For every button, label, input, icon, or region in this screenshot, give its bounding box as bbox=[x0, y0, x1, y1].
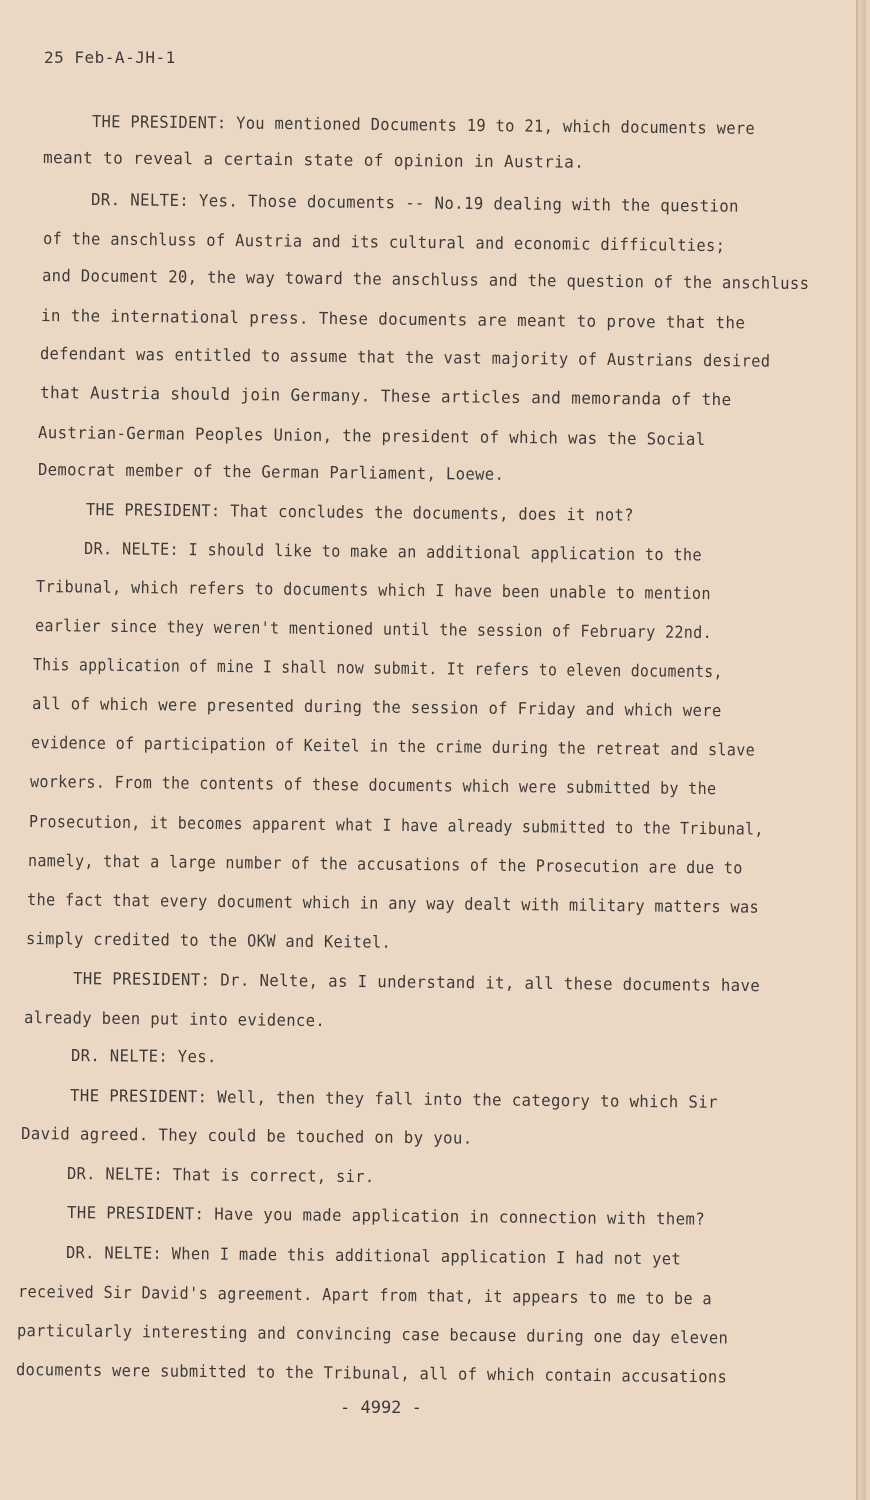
text-line: THE PRESIDENT: That concludes the documents, does it not? bbox=[85, 500, 634, 525]
text-line: Prosecution, it becomes apparent what I have already submitted to the Tribunal, bbox=[28, 812, 764, 839]
text-line: evidence of participation of Keitel in the crime during the retreat and slave bbox=[30, 733, 756, 760]
text-line: DR. NELTE: I should like to make an additional application to the bbox=[83, 539, 703, 565]
text-line: all of which were presented during the session of Friday and which were bbox=[31, 694, 722, 721]
text-line: Democrat member of the German Parliament, Loewe. bbox=[37, 460, 505, 484]
text-line: of the anschluss of Austria and its cultural and economic difficulties; bbox=[42, 229, 726, 256]
text-line: THE PRESIDENT: Have you made application in connection with them? bbox=[66, 1203, 706, 1229]
text-line: in the international press. These documents are meant to prove that the bbox=[40, 306, 746, 333]
text-line: defendant was entitled to assume that the vast majority of Austrians desired bbox=[39, 344, 771, 371]
text-line: Austrian-German Peoples Union, the president of which was the Social bbox=[37, 423, 706, 449]
text-line: DR. NELTE: Yes. Those documents -- No.19 dealing with the question bbox=[90, 190, 740, 216]
text-line: This application of mine I shall now submit. It refers to eleven documents, bbox=[32, 655, 723, 682]
text-line: the fact that every document which in any way dealt with military matters was bbox=[26, 890, 760, 917]
text-line: and Document 20, the way toward the anschluss and the question of the anschluss bbox=[41, 266, 810, 294]
text-line: documents were submitted to the Tribunal, all of which contain accusations bbox=[15, 1360, 728, 1387]
text-line: simply credited to the OKW and Keitel. bbox=[25, 929, 392, 952]
text-line: David agreed. They could be touched on by you. bbox=[20, 1124, 473, 1148]
text-line: namely, that a large number of the accusations of the Prosecution are due to bbox=[27, 851, 743, 878]
text-line: received Sir David's agreement. Apart from that, it appears to me to be a bbox=[17, 1282, 713, 1309]
text-line: already been put into evidence. bbox=[23, 1008, 326, 1031]
text-line: DR. NELTE: That is correct, sir. bbox=[66, 1164, 375, 1187]
text-line: workers. From the contents of these documents which were submitted by the bbox=[29, 772, 717, 799]
text-line: DR. NELTE: When I made this additional application I had not yet bbox=[65, 1243, 682, 1269]
text-line: meant to reveal a certain state of opinion in Austria. bbox=[42, 148, 585, 172]
text-line: that Austria should join Germany. These articles and memoranda of the bbox=[39, 383, 732, 410]
text-line: earlier since they weren't mentioned until the session of February 22nd. bbox=[34, 616, 713, 643]
text-line: DR. NELTE: Yes. bbox=[70, 1046, 217, 1067]
text-line: THE PRESIDENT: You mentioned Documents 19 to 21, which documents were bbox=[91, 112, 756, 138]
text-line: THE PRESIDENT: Dr. Nelte, as I understand it, all these documents have bbox=[72, 969, 761, 996]
text-line: Tribunal, which refers to documents which I have been unable to mention bbox=[35, 577, 712, 604]
page-number: - 4992 - bbox=[340, 1398, 422, 1418]
text-line: particularly interesting and convincing case because during one day eleven bbox=[16, 1321, 729, 1348]
text-line: THE PRESIDENT: Well, then they fall into the category to which Sir bbox=[69, 1086, 719, 1112]
page-header: 25 Feb-A-JH-1 bbox=[44, 48, 176, 67]
